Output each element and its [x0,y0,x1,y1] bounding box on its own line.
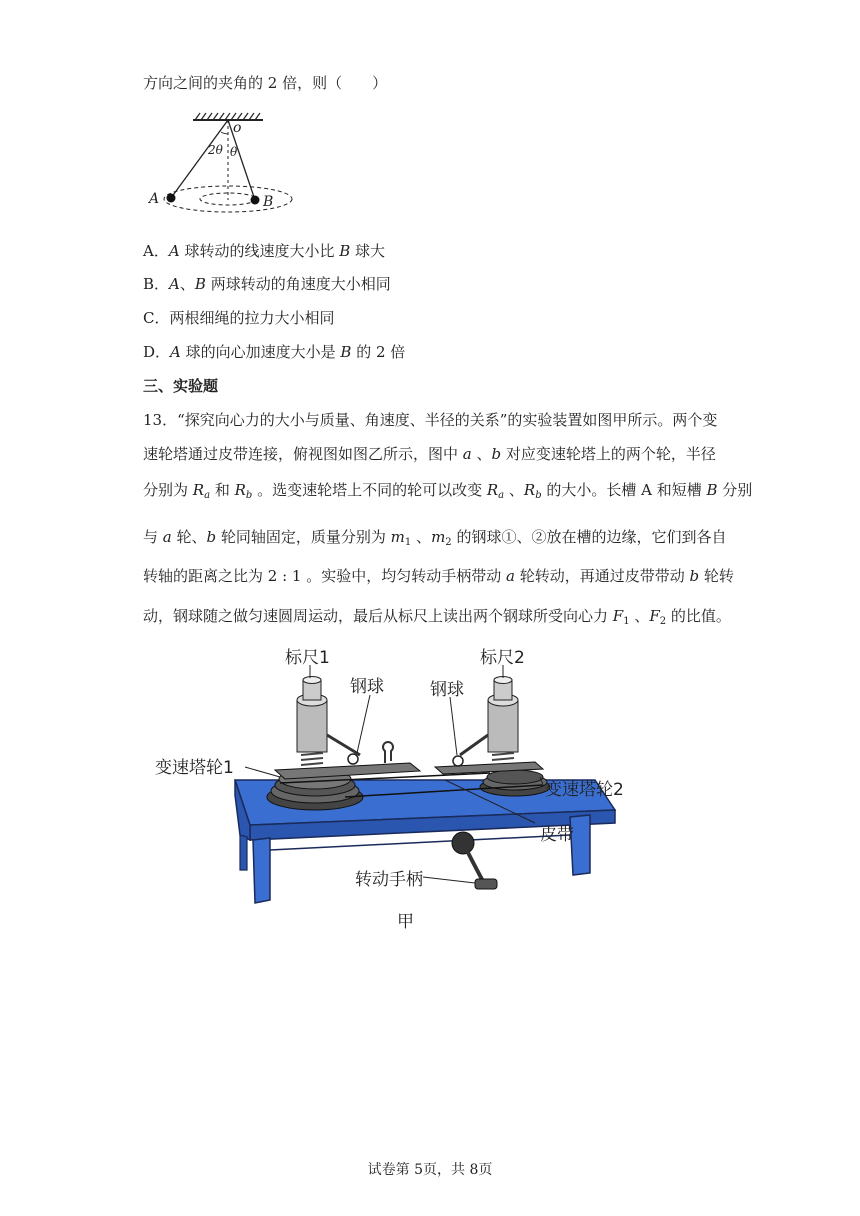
q13-l3-d: 、 [504,481,524,499]
q13-line-3 [143,479,752,507]
q13-l4-var-a: a [162,528,172,546]
q13-line-1: 13．“探究向心力的大小与质量、角速度、半径的关系”的实验装置如图甲所示。两个变 [143,411,718,429]
option-d-prefix: D． [143,343,171,361]
q13-l2-sep: 、 [471,445,492,463]
centripetal-apparatus-figure [145,645,665,935]
option-a-text2: 球大 [350,242,386,260]
ball-a [167,194,176,203]
label-2theta: 2θ [208,143,223,157]
label-a: A [149,191,160,207]
label-ruler-2: 标尺2 [480,648,525,668]
option-b-sep: 、 [179,275,195,293]
q13-l4-e: 轮同轴固定，质量分别为 [216,528,391,546]
q13-rb2-sub: b [535,490,542,501]
conical-pendulum-figure [143,110,303,220]
q13-m2-sub: 2 [445,537,452,548]
q13-l3-var-b: B [706,481,718,499]
q13-m2: m [431,528,446,546]
option-a-text: 球转动的线速度大小比 [179,242,340,260]
q13-line-6 [143,605,731,633]
q13-m1: m [390,528,405,546]
q13-f2-sub: 2 [659,616,667,627]
section-heading: 三、实验题 [143,377,219,395]
q13-l4-var-b: b [206,528,217,546]
option-c: C．两根细绳的拉力大小相同 [143,309,335,327]
q13-rb2: R [523,481,536,499]
q13-l3-e: 的大小。长槽 A 和短槽 [541,481,707,499]
q13-l3-g: 分别 [717,481,753,499]
q13-l5-var-b: b [689,567,700,585]
option-d-text2: 的 2 倍 [351,343,406,361]
q13-f1-sub: 1 [623,616,630,627]
option-d [143,341,405,363]
q13-l4-c: 轮、 [171,528,207,546]
label-theta: θ [230,145,238,159]
q13-l4-g: 的钢球①、②放在槽的边缘，它们到各自 [451,528,727,546]
q13-line-2 [143,443,716,465]
q13-f1: F [612,607,624,625]
q13-l5-var-a: a [505,567,515,585]
q13-f2: F [649,607,660,625]
q13-l3-a: 分别为 [143,481,193,499]
option-b-text: 两球转动的角速度大小相同 [205,275,391,293]
q13-rb: R [234,481,246,499]
ball-b [251,196,260,205]
q13-l5-a: 转轴的距离之比为 2 : 1 。实验中，均匀转动手柄带动 [143,567,506,585]
q13-ra2: R [486,481,499,499]
q13-ra-sub: a [204,490,211,501]
label-belt: 皮带 [540,825,574,845]
label-tower-1: 变速塔轮1 [155,758,234,778]
label-o: o [233,120,242,136]
option-b-var2: B [194,275,206,293]
label-ball-left: 钢球 [350,677,384,697]
q13-l5-e: 轮转 [699,567,734,585]
option-b-prefix: B． [143,275,170,293]
q13-ra: R [192,481,205,499]
question-tail: 方向之间的夹角的 2 倍，则（ ） [143,74,388,92]
q13-l4-f: 、 [411,528,432,546]
option-b [143,273,391,295]
option-a-var: A [168,242,180,260]
option-a [143,240,385,262]
option-b-var: A [169,275,180,293]
label-ball-right: 钢球 [430,680,464,700]
q13-line-4 [143,526,726,554]
q13-rb-sub: b [245,490,253,501]
option-d-var2: B [340,343,352,361]
q13-l3-b: 和 [210,481,235,499]
option-a-prefix: A． [143,242,169,260]
label-ruler-1: 标尺1 [285,648,330,668]
q13-l6-a: 动，钢球随之做匀速圆周运动，最后从标尺上读出两个钢球所受向心力 [143,607,613,625]
q13-m1-sub: 1 [404,537,412,548]
page-footer: 试卷第 5页，共 8页 [367,1162,493,1178]
label-b: B [263,194,274,210]
label-handle: 转动手柄 [355,870,423,890]
q13-l2-a: 速轮塔通过皮带连接，俯视图如图乙所示，图中 [143,445,463,463]
q13-l2-var-b: b [491,445,502,463]
option-a-var2: B [339,242,351,260]
q13-line-5 [143,565,734,587]
q13-ra2-sub: a [498,490,505,501]
q13-l4-a: 与 [143,528,163,546]
q13-l3-c: 。选变速轮塔上不同的轮可以改变 [252,481,487,499]
q13-l2-e: 对应变速轮塔上的两个轮，半径 [501,445,716,463]
option-d-var: A [170,343,181,361]
label-tower-2: 变速塔轮2 [545,780,624,800]
q13-l5-c: 轮转动，再通过皮带带动 [514,567,690,585]
figure-caption: 甲 [397,912,414,932]
q13-l6-b: 、 [629,607,650,625]
q13-l6-c: 的比值。 [666,607,731,625]
option-d-text: 球的向心加速度大小是 [180,343,341,361]
q13-l2-var-a: a [462,445,472,463]
